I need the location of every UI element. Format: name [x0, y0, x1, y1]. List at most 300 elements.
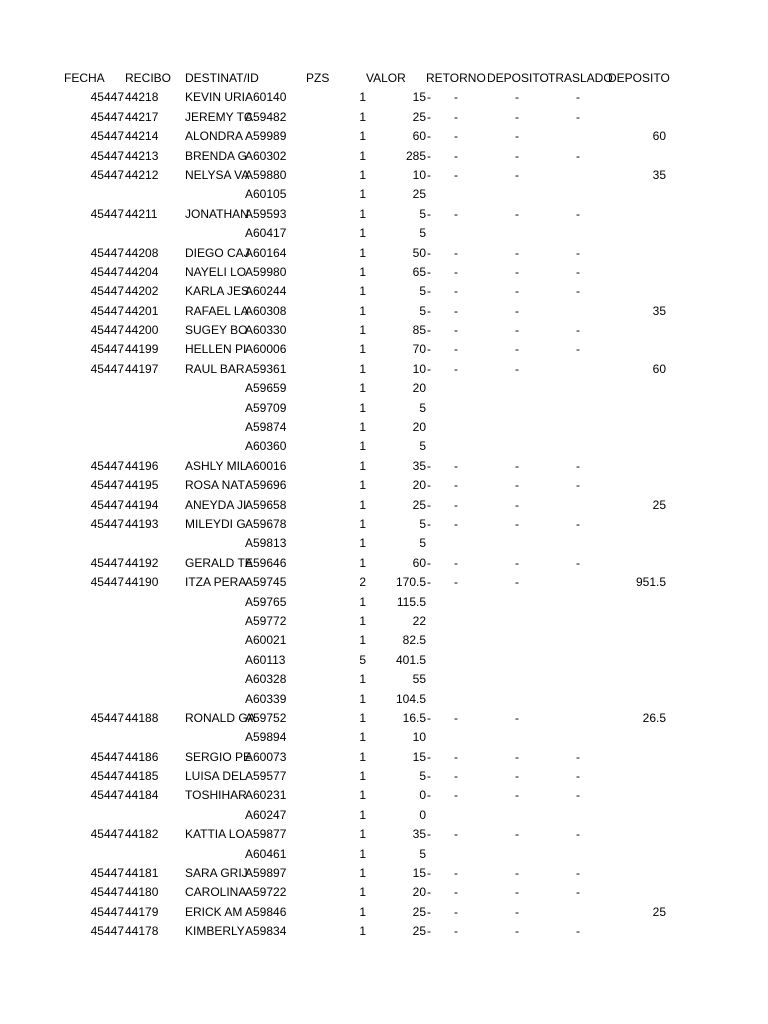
cell-traslado [548, 593, 608, 612]
cell-valor-dash: - [427, 90, 431, 105]
cell-deposito-2 [608, 806, 666, 825]
cell-fecha: 45447 [90, 749, 124, 764]
cell-valor: 115.5 [396, 594, 426, 609]
cell-fecha: 45447 [90, 827, 124, 842]
cell-id: A59658 [245, 497, 287, 512]
cell-recibo: 44201 [125, 303, 159, 318]
cell-recibo: 44182 [125, 827, 159, 842]
cell-retorno [426, 845, 486, 864]
cell-retorno [426, 651, 486, 670]
cell-deposito: - [515, 904, 519, 919]
cell-deposito-2 [608, 476, 666, 495]
cell-deposito [487, 418, 547, 437]
cell-id: A60105 [245, 187, 287, 202]
cell-deposito-2 [608, 845, 666, 864]
cell-id: A59646 [245, 555, 287, 570]
cell-deposito [487, 612, 547, 631]
table-row [0, 806, 768, 825]
cell-traslado: - [576, 555, 580, 570]
cell-id: A60164 [245, 245, 287, 260]
cell-destinatario [185, 185, 245, 204]
cell-retorno: - [454, 555, 458, 570]
table-row [0, 476, 768, 495]
cell-traslado: - [576, 478, 580, 493]
cell-deposito-2 [608, 748, 666, 767]
cell-deposito-2 [608, 883, 666, 902]
cell-valor-dash: - [427, 284, 431, 299]
cell-valor: 285 [405, 148, 426, 163]
cell-pzs: 1 [359, 129, 366, 144]
cell-id: A59696 [245, 478, 287, 493]
cell-pzs: 1 [359, 420, 366, 435]
cell-deposito: - [515, 361, 519, 376]
cell-pzs: 1 [359, 497, 366, 512]
cell-pzs: 1 [359, 516, 366, 531]
cell-fecha [64, 690, 124, 709]
cell-fecha: 45447 [90, 924, 124, 939]
cell-valor: 10 [412, 167, 426, 182]
cell-deposito [487, 379, 547, 398]
cell-recibo: 44218 [125, 90, 159, 105]
cell-traslado: - [576, 323, 580, 338]
cell-destinatario [185, 806, 245, 825]
cell-deposito: - [515, 303, 519, 318]
cell-destinatario [185, 690, 245, 709]
header-valor: VALOR [366, 71, 406, 85]
cell-valor-dash: - [427, 206, 431, 221]
cell-fecha: 45447 [90, 148, 124, 163]
cell-deposito: - [515, 827, 519, 842]
cell-id: A59834 [245, 924, 287, 939]
cell-pzs: 1 [359, 924, 366, 939]
cell-destinatario: KEVIN URI [185, 90, 246, 105]
cell-retorno: - [454, 516, 458, 531]
cell-recibo: 44208 [125, 245, 159, 260]
cell-valor: 25 [412, 904, 426, 919]
cell-fecha: 45447 [90, 206, 124, 221]
cell-id: A59722 [245, 885, 287, 900]
cell-recibo [125, 399, 185, 418]
cell-deposito-2 [608, 612, 666, 631]
cell-id: A60231 [245, 788, 287, 803]
cell-retorno: - [454, 788, 458, 803]
cell-id: A60140 [245, 90, 287, 105]
cell-deposito-2 [608, 244, 666, 263]
cell-deposito-2: 60 [652, 129, 666, 144]
cell-deposito-2 [608, 224, 666, 243]
cell-pzs: 1 [359, 245, 366, 260]
cell-valor-dash: - [427, 788, 431, 803]
cell-recibo: 44193 [125, 516, 159, 531]
cell-id: A60113 [245, 652, 286, 667]
table-row [0, 244, 768, 263]
table-body [0, 88, 768, 941]
cell-deposito [487, 728, 547, 747]
cell-pzs: 1 [359, 691, 366, 706]
cell-pzs: 1 [359, 206, 366, 221]
table-row [0, 205, 768, 224]
cell-traslado [548, 903, 608, 922]
cell-fecha: 45447 [90, 90, 124, 105]
table-row [0, 903, 768, 922]
cell-valor: 60 [412, 129, 426, 144]
cell-retorno: - [454, 264, 458, 279]
cell-deposito [487, 845, 547, 864]
cell-deposito: - [515, 788, 519, 803]
header-fecha: FECHA [64, 71, 105, 85]
cell-destinatario [185, 379, 245, 398]
cell-traslado: - [576, 885, 580, 900]
cell-deposito [487, 399, 547, 418]
cell-id: A59772 [245, 613, 287, 628]
cell-recibo [125, 593, 185, 612]
cell-traslado [548, 185, 608, 204]
cell-traslado [548, 670, 608, 689]
cell-deposito-2 [608, 399, 666, 418]
cell-traslado [548, 496, 608, 515]
cell-id: A60006 [245, 342, 287, 357]
cell-destinatario: ITZA PERA [185, 575, 247, 590]
cell-deposito-2 [608, 786, 666, 805]
cell-fecha [64, 534, 124, 553]
cell-fecha [64, 845, 124, 864]
cell-id: A59765 [245, 594, 287, 609]
cell-recibo [125, 418, 185, 437]
cell-destinatario: ANEYDA JI [185, 497, 247, 512]
cell-deposito: - [515, 129, 519, 144]
cell-pzs: 1 [359, 264, 366, 279]
cell-deposito: - [515, 245, 519, 260]
header-pzs: PZS [306, 71, 330, 85]
cell-destinatario [185, 593, 245, 612]
cell-recibo: 44211 [125, 206, 158, 221]
cell-id: A59577 [245, 769, 287, 784]
cell-traslado [548, 709, 608, 728]
cell-traslado [548, 437, 608, 456]
cell-traslado [548, 806, 608, 825]
cell-destinatario: MILEYDI G [185, 516, 246, 531]
table-row [0, 573, 768, 592]
header-row [0, 69, 768, 88]
cell-deposito-2 [608, 534, 666, 553]
cell-traslado: - [576, 749, 580, 764]
cell-id: A59846 [245, 904, 287, 919]
cell-deposito: - [515, 90, 519, 105]
cell-destinatario: KIMBERLY [185, 924, 245, 939]
cell-valor: 20 [412, 381, 426, 396]
table-row [0, 670, 768, 689]
cell-id: A59482 [245, 109, 287, 124]
cell-recibo: 44188 [125, 710, 159, 725]
cell-recibo: 44184 [125, 788, 159, 803]
cell-deposito-2 [608, 340, 666, 359]
cell-deposito [487, 651, 547, 670]
cell-traslado [548, 127, 608, 146]
cell-pzs: 2 [359, 575, 366, 590]
cell-traslado: - [576, 148, 580, 163]
cell-pzs: 1 [359, 226, 366, 241]
cell-valor: 15 [412, 90, 426, 105]
cell-fecha [64, 631, 124, 650]
cell-destinatario: JONATHAN [185, 206, 249, 221]
cell-valor-dash: - [427, 710, 431, 725]
cell-traslado [548, 302, 608, 321]
cell-deposito-2 [608, 922, 666, 941]
cell-valor-dash: - [427, 129, 431, 144]
cell-id: A60417 [245, 226, 287, 241]
cell-retorno [426, 670, 486, 689]
cell-destinatario: SERGIO PE [185, 749, 252, 764]
table-row [0, 399, 768, 418]
cell-retorno: - [454, 769, 458, 784]
cell-id: A59894 [245, 730, 287, 745]
table-row [0, 379, 768, 398]
table-row [0, 786, 768, 805]
cell-id: A59709 [245, 400, 287, 415]
cell-traslado [548, 534, 608, 553]
cell-pzs: 1 [359, 109, 366, 124]
cell-deposito [487, 670, 547, 689]
cell-valor-dash: - [427, 458, 431, 473]
cell-valor-dash: - [427, 827, 431, 842]
cell-id: A60308 [245, 303, 287, 318]
table-row [0, 166, 768, 185]
cell-retorno: - [454, 323, 458, 338]
table-row [0, 593, 768, 612]
cell-deposito: - [515, 206, 519, 221]
cell-deposito: - [515, 575, 519, 590]
cell-deposito: - [515, 167, 519, 182]
cell-fecha: 45447 [90, 264, 124, 279]
cell-retorno: - [454, 866, 458, 881]
cell-pzs: 1 [359, 633, 366, 648]
cell-fecha: 45447 [90, 478, 124, 493]
cell-deposito-2 [608, 825, 666, 844]
cell-pzs: 1 [359, 788, 366, 803]
cell-fecha: 45447 [90, 323, 124, 338]
cell-fecha: 45447 [90, 458, 124, 473]
cell-destinatario: CAROLINA [185, 885, 247, 900]
cell-retorno: - [454, 90, 458, 105]
cell-valor: 5 [419, 206, 426, 221]
cell-retorno: - [454, 749, 458, 764]
table-row [0, 690, 768, 709]
cell-pzs: 1 [359, 769, 366, 784]
cell-traslado [548, 224, 608, 243]
cell-pzs: 1 [359, 148, 366, 163]
table-row [0, 534, 768, 553]
cell-valor-dash: - [427, 904, 431, 919]
table-row [0, 651, 768, 670]
cell-pzs: 1 [359, 885, 366, 900]
cell-id: A60302 [245, 148, 287, 163]
cell-recibo [125, 612, 185, 631]
cell-fecha: 45447 [90, 129, 124, 144]
cell-valor: 35 [412, 458, 426, 473]
cell-valor: 5 [419, 516, 426, 531]
cell-recibo [125, 845, 185, 864]
cell-id: A60247 [245, 807, 287, 822]
cell-id: A59593 [245, 206, 287, 221]
cell-recibo: 44204 [125, 264, 159, 279]
cell-pzs: 1 [359, 536, 366, 551]
cell-traslado: - [576, 924, 580, 939]
cell-recibo [125, 379, 185, 398]
cell-traslado [548, 651, 608, 670]
cell-destinatario [185, 399, 245, 418]
cell-traslado: - [576, 866, 580, 881]
cell-recibo: 44217 [125, 109, 159, 124]
cell-id: A60244 [245, 284, 287, 299]
cell-traslado [548, 845, 608, 864]
cell-valor-dash: - [427, 575, 431, 590]
table-row [0, 147, 768, 166]
cell-deposito-2 [608, 728, 666, 747]
cell-deposito [487, 806, 547, 825]
cell-retorno [426, 418, 486, 437]
cell-recibo: 44180 [125, 885, 159, 900]
cell-id: A59745 [245, 575, 287, 590]
cell-deposito: - [515, 555, 519, 570]
cell-valor: 35 [412, 827, 426, 842]
cell-valor-dash: - [427, 497, 431, 512]
cell-deposito-2: 35 [652, 167, 666, 182]
cell-deposito: - [515, 710, 519, 725]
table-row [0, 340, 768, 359]
cell-valor-dash: - [427, 555, 431, 570]
cell-deposito-2 [608, 457, 666, 476]
cell-retorno: - [454, 361, 458, 376]
cell-valor-dash: - [427, 303, 431, 318]
cell-valor-dash: - [427, 866, 431, 881]
cell-destinatario: JEREMY TC [185, 109, 253, 124]
header-deposito-2: DEPOSITO [608, 71, 670, 85]
cell-pzs: 1 [359, 555, 366, 570]
cell-deposito [487, 224, 547, 243]
cell-recibo [125, 185, 185, 204]
cell-valor: 5 [419, 439, 426, 454]
cell-retorno: - [454, 710, 458, 725]
table-row [0, 282, 768, 301]
cell-id: A59678 [245, 516, 287, 531]
cell-pzs: 1 [359, 866, 366, 881]
cell-pzs: 1 [359, 342, 366, 357]
cell-deposito [487, 690, 547, 709]
cell-traslado: - [576, 109, 580, 124]
cell-traslado [548, 573, 608, 592]
cell-recibo: 44185 [125, 769, 159, 784]
cell-recibo [125, 224, 185, 243]
cell-fecha [64, 418, 124, 437]
cell-fecha: 45447 [90, 769, 124, 784]
cell-deposito-2 [608, 147, 666, 166]
cell-retorno [426, 728, 486, 747]
cell-deposito [487, 185, 547, 204]
cell-deposito-2 [608, 437, 666, 456]
cell-deposito-2 [608, 321, 666, 340]
cell-recibo: 44197 [125, 361, 159, 376]
table-row [0, 108, 768, 127]
cell-recibo: 44196 [125, 458, 159, 473]
cell-fecha [64, 806, 124, 825]
table-row [0, 554, 768, 573]
cell-deposito [487, 631, 547, 650]
cell-valor-dash: - [427, 264, 431, 279]
cell-deposito-2 [608, 379, 666, 398]
cell-fecha: 45447 [90, 904, 124, 919]
cell-pzs: 1 [359, 400, 366, 415]
cell-deposito-2: 60 [652, 361, 666, 376]
cell-pzs: 1 [359, 284, 366, 299]
cell-fecha [64, 399, 124, 418]
cell-deposito-2 [608, 185, 666, 204]
cell-destinatario: NELYSA VA [185, 167, 250, 182]
cell-destinatario: SUGEY BO [185, 323, 248, 338]
cell-pzs: 1 [359, 361, 366, 376]
cell-valor-dash: - [427, 769, 431, 784]
cell-pzs: 1 [359, 672, 366, 687]
cell-destinatario [185, 651, 245, 670]
cell-destinatario [185, 631, 245, 650]
cell-deposito [487, 534, 547, 553]
cell-traslado [548, 612, 608, 631]
cell-valor: 0 [419, 807, 426, 822]
cell-valor-dash: - [427, 148, 431, 163]
cell-fecha: 45447 [90, 788, 124, 803]
cell-id: A60328 [245, 672, 287, 687]
cell-traslado [548, 418, 608, 437]
cell-valor-dash: - [427, 245, 431, 260]
cell-destinatario: TOSHIHAR [185, 788, 247, 803]
cell-retorno: - [454, 827, 458, 842]
cell-destinatario [185, 437, 245, 456]
cell-retorno: - [454, 458, 458, 473]
cell-fecha: 45447 [90, 109, 124, 124]
cell-recibo [125, 728, 185, 747]
cell-traslado [548, 728, 608, 747]
table-row [0, 321, 768, 340]
cell-fecha [64, 670, 124, 689]
cell-valor-dash: - [427, 323, 431, 338]
table-row [0, 748, 768, 767]
cell-destinatario: RONALD GA [185, 710, 256, 725]
cell-pzs: 1 [359, 90, 366, 105]
cell-pzs: 1 [359, 613, 366, 628]
cell-valor: 65 [412, 264, 426, 279]
cell-traslado: - [576, 516, 580, 531]
cell-id: A59752 [245, 710, 287, 725]
cell-pzs: 1 [359, 827, 366, 842]
table-row [0, 437, 768, 456]
cell-fecha: 45447 [90, 167, 124, 182]
cell-retorno [426, 437, 486, 456]
cell-fecha [64, 379, 124, 398]
cell-traslado: - [576, 90, 580, 105]
cell-recibo: 44200 [125, 323, 159, 338]
cell-recibo: 44199 [125, 342, 159, 357]
header-retorno: RETORNO [426, 71, 486, 85]
table-row [0, 515, 768, 534]
cell-retorno [426, 806, 486, 825]
cell-valor: 5 [419, 846, 426, 861]
cell-valor: 5 [419, 400, 426, 415]
cell-deposito-2 [608, 515, 666, 534]
cell-recibo: 44214 [125, 129, 159, 144]
cell-retorno: - [454, 245, 458, 260]
cell-fecha [64, 612, 124, 631]
cell-retorno: - [454, 303, 458, 318]
header-deposito: DEPOSITO [487, 71, 549, 85]
